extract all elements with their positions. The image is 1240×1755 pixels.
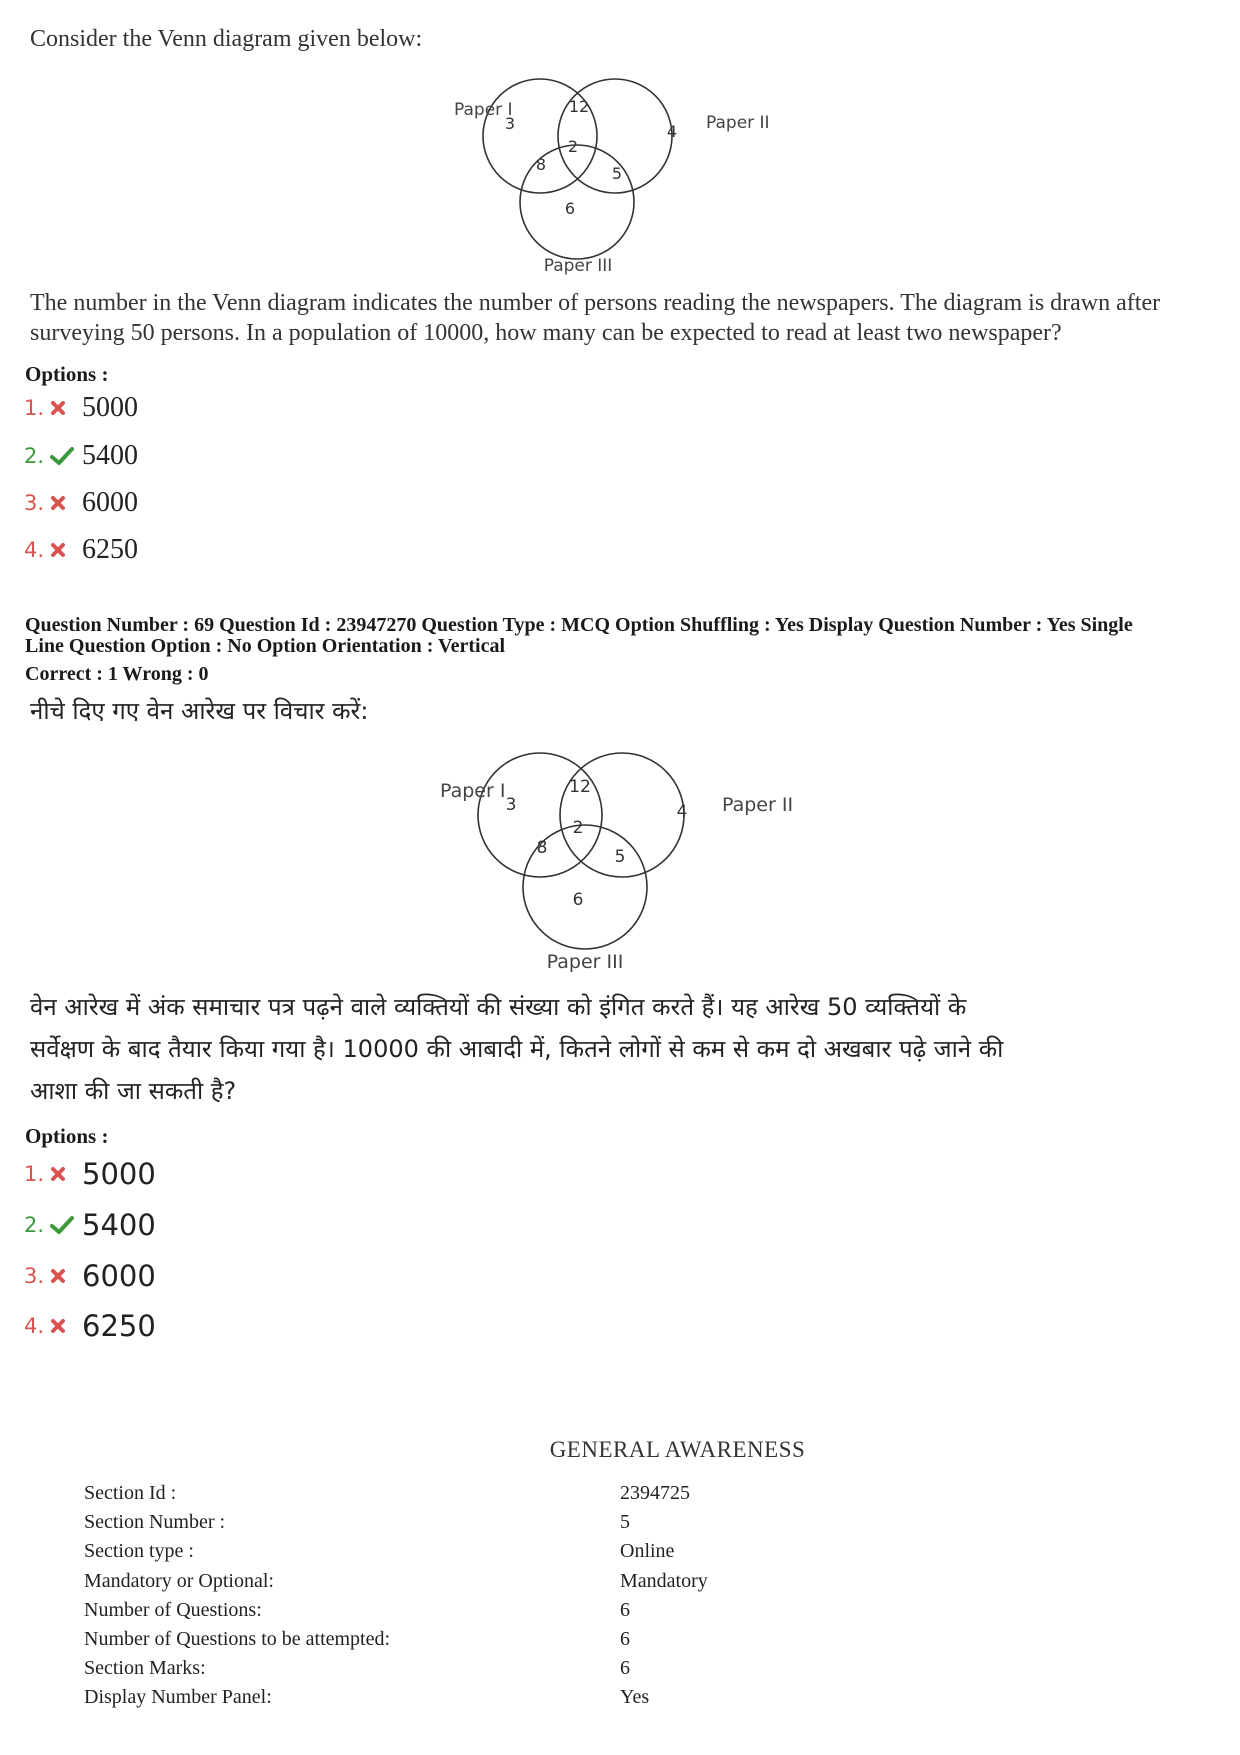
venn-value-only-b: 4 xyxy=(666,122,678,141)
venn-value-bc: 5 xyxy=(611,164,623,183)
option-4[interactable] xyxy=(24,534,138,566)
question-text-line: surveying 50 persons. In a population of 10000, how many can be expected to read at least two newspaper? xyxy=(30,320,1062,346)
check-icon xyxy=(50,1215,82,1235)
cross-icon xyxy=(50,400,82,416)
venn-circle-a xyxy=(478,753,602,877)
section-info-key: Display Number Panel: xyxy=(84,1686,272,1708)
option-value: 6250 xyxy=(82,1309,156,1343)
cross-icon xyxy=(50,1268,82,1284)
question-text-line: The number in the Venn diagram indicates the number of persons reading the newspapers. The diagram is drawn after xyxy=(30,290,1161,316)
option-1[interactable] xyxy=(24,392,138,424)
option-value: 6000 xyxy=(82,487,138,518)
cross-icon xyxy=(50,495,82,511)
option-number: 4. xyxy=(24,1314,45,1338)
option-number: 1. xyxy=(24,1162,45,1186)
venn-label-a: Paper I xyxy=(454,100,513,120)
venn-value-only-b: 4 xyxy=(676,802,688,822)
option-value: 5400 xyxy=(82,1208,156,1242)
section-info-key: Section type : xyxy=(84,1540,194,1562)
check-icon xyxy=(50,446,82,466)
option-2[interactable] xyxy=(24,440,138,472)
venn-label-b: Paper II xyxy=(706,113,770,133)
section-info-key: Section Id : xyxy=(84,1482,177,1504)
question-meta-line: Line Question Option : No Option Orientation : Vertical xyxy=(25,635,506,657)
venn-value-ac: 8 xyxy=(535,155,547,174)
option-number: 3. xyxy=(24,1264,45,1288)
venn-value-ac: 8 xyxy=(536,838,548,858)
section-info-value: 6 xyxy=(620,1599,630,1621)
venn-value-ab: 12 xyxy=(569,777,591,797)
venn-label-c: Paper III xyxy=(543,256,613,276)
option-4[interactable] xyxy=(24,1309,156,1343)
venn-diagram xyxy=(440,78,800,278)
option-number: 4. xyxy=(24,538,45,562)
cross-icon xyxy=(50,1166,82,1182)
section-info-key: Number of Questions to be attempted: xyxy=(84,1628,391,1650)
option-value: 6250 xyxy=(82,534,138,565)
option-number: 2. xyxy=(24,1213,45,1237)
option-2[interactable] xyxy=(24,1208,156,1242)
option-value: 5000 xyxy=(82,1157,156,1191)
cross-icon xyxy=(50,542,82,558)
option-1[interactable] xyxy=(24,1157,156,1191)
venn-value-only-a: 3 xyxy=(504,114,516,133)
options-label: Options : xyxy=(25,1124,109,1148)
section-info-value: Mandatory xyxy=(620,1570,708,1592)
section-info-key: Section Number : xyxy=(84,1511,226,1533)
option-number: 2. xyxy=(24,444,45,468)
section-info-value: 6 xyxy=(620,1657,630,1679)
option-3[interactable] xyxy=(24,487,138,519)
venn-value-bc: 5 xyxy=(614,847,626,867)
option-value: 5000 xyxy=(82,392,138,423)
question-text-line-hindi: आशा की जा सकती है? xyxy=(30,1077,237,1105)
section-info-value: 2394725 xyxy=(620,1482,690,1504)
option-number: 3. xyxy=(24,491,45,515)
option-value: 6000 xyxy=(82,1259,156,1293)
venn-value-abc: 2 xyxy=(567,137,579,156)
question-score: Correct : 1 Wrong : 0 xyxy=(25,663,209,685)
question-text-line-hindi: वेन आरेख में अंक समाचार पत्र पढ़ने वाले व्यक्तियों की संख्या को इंगित करते हैं। यह आरेख 50 व्यक्तियों के xyxy=(30,993,967,1021)
venn-label-c: Paper III xyxy=(546,951,624,973)
options-label: Options : xyxy=(25,362,109,386)
question-intro: Consider the Venn diagram given below: xyxy=(30,26,423,52)
venn-value-abc: 2 xyxy=(572,818,584,838)
section-info-value: 5 xyxy=(620,1511,630,1533)
question-text-line-hindi: सर्वेक्षण के बाद तैयार किया गया है। 10000 की आबादी में, कितने लोगों से कम से कम दो अखबार पढ़े जाने की xyxy=(30,1035,1004,1063)
section-info-value: 6 xyxy=(620,1628,630,1650)
venn-value-only-c: 6 xyxy=(564,199,576,218)
question-intro-hindi: नीचे दिए गए वेन आरेख पर विचार करें: xyxy=(30,697,369,725)
option-value: 5400 xyxy=(82,440,138,471)
venn-label-b: Paper II xyxy=(722,794,794,816)
venn-label-a: Paper I xyxy=(440,780,506,802)
venn-value-ab: 12 xyxy=(568,97,590,116)
option-number: 1. xyxy=(24,396,45,420)
section-info-key: Number of Questions: xyxy=(84,1599,262,1621)
venn-value-only-c: 6 xyxy=(572,890,584,910)
venn-diagram-hindi xyxy=(430,750,810,980)
section-title: GENERAL AWARENESS xyxy=(549,1437,806,1462)
section-info-key: Mandatory or Optional: xyxy=(84,1570,274,1592)
venn-value-only-a: 3 xyxy=(505,795,517,815)
section-info-key: Section Marks: xyxy=(84,1657,206,1679)
question-meta-line: Question Number : 69 Question Id : 23947270 Question Type : MCQ Option Shuffling : Yes Display Question Number : Yes Single xyxy=(25,614,1133,636)
option-3[interactable] xyxy=(24,1259,156,1293)
cross-icon xyxy=(50,1318,82,1334)
section-info-value: Yes xyxy=(620,1686,650,1708)
section-info-value: Online xyxy=(620,1540,675,1562)
